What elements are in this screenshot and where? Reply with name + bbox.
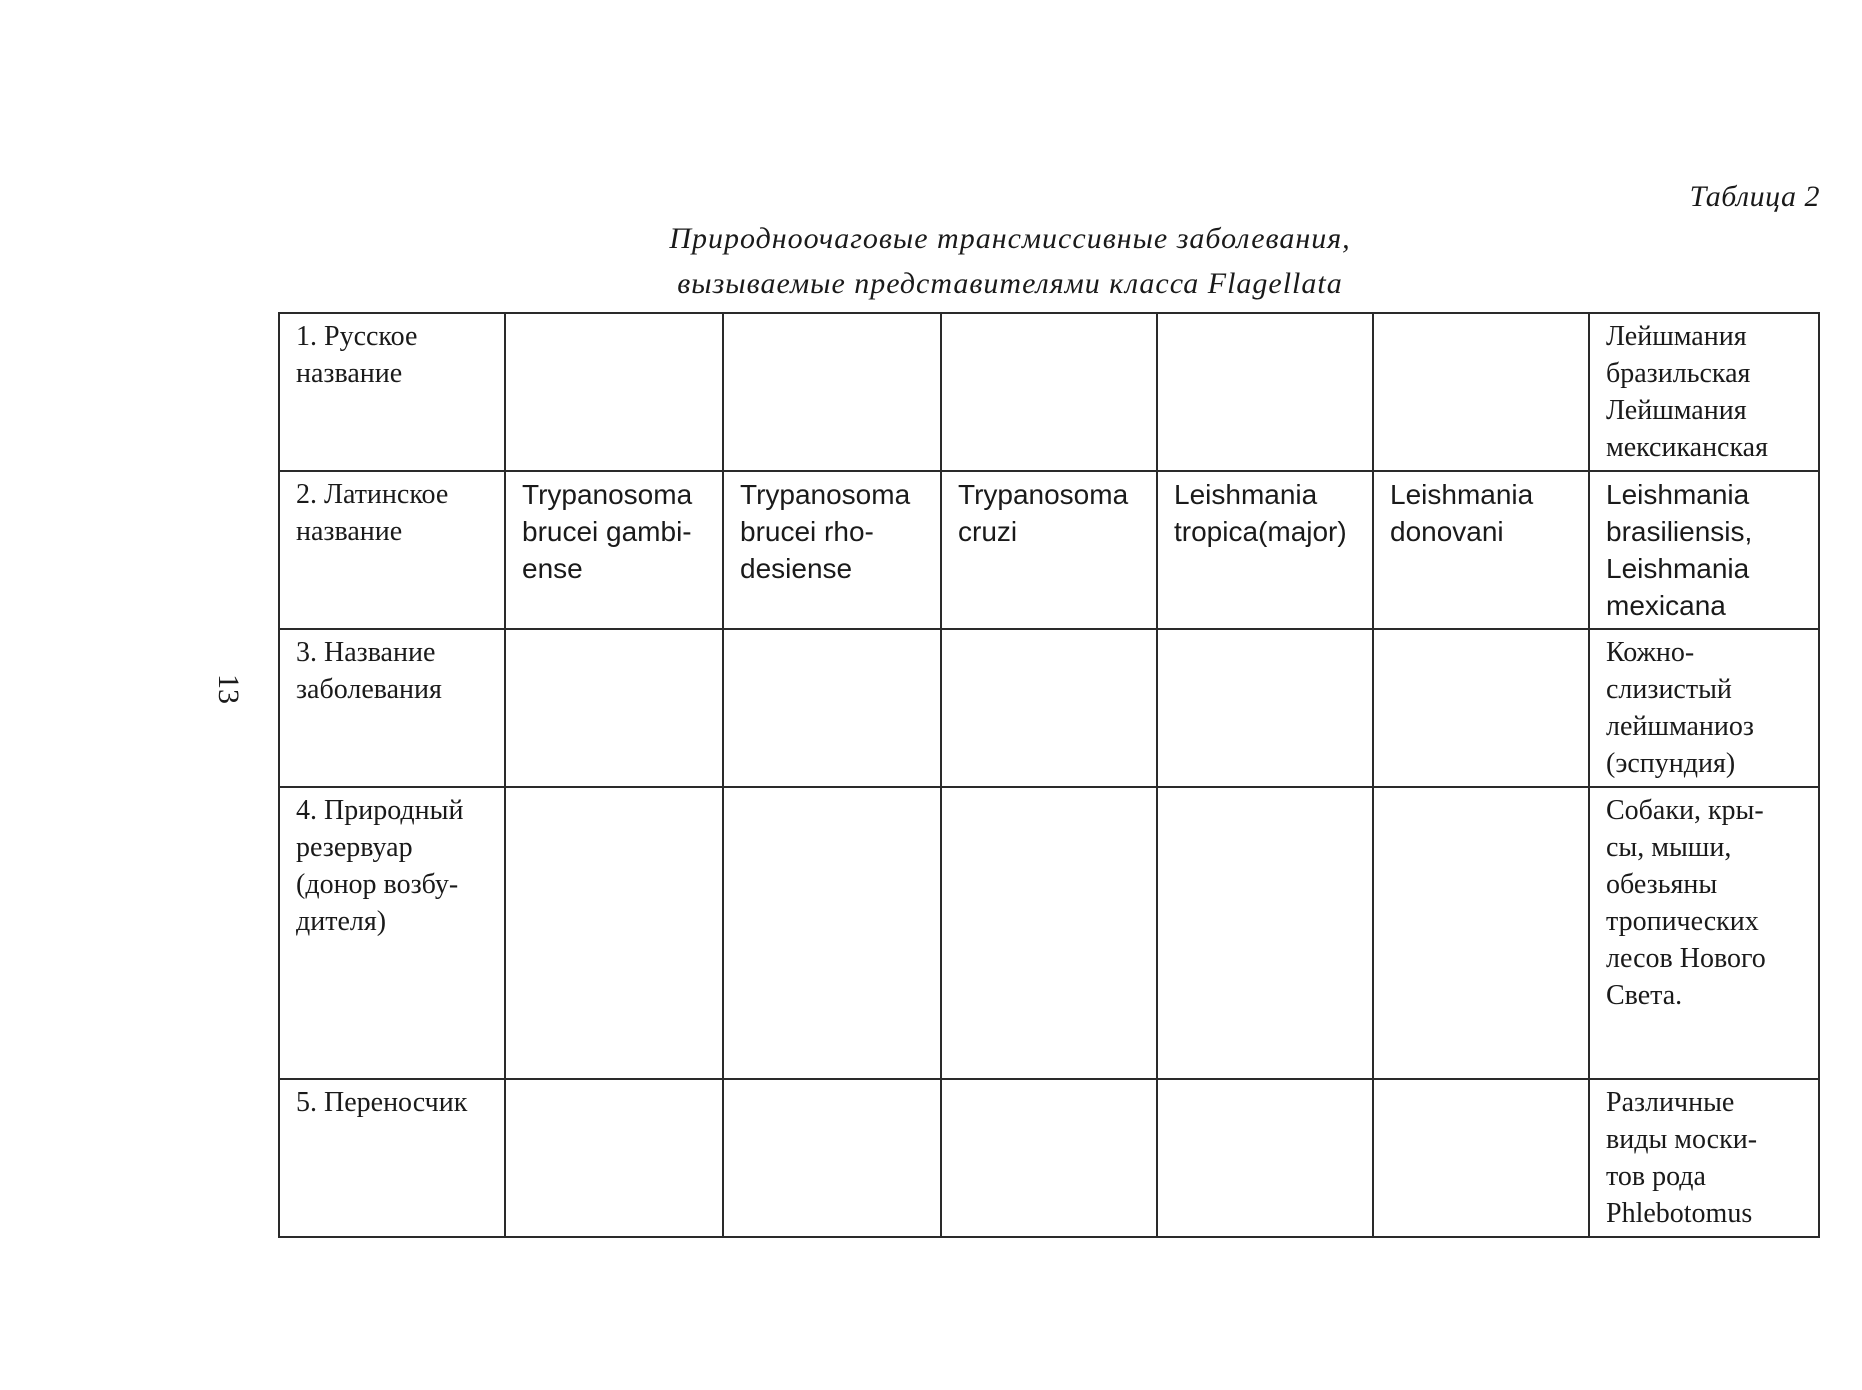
table-cell-vector-col-4 bbox=[1157, 1079, 1373, 1237]
table-cell-disease-name-col-1 bbox=[505, 629, 723, 787]
row-label-line: дителя) bbox=[296, 906, 387, 937]
page-number: 13 bbox=[212, 674, 245, 704]
table-row-russian-name bbox=[279, 313, 1819, 471]
cell-text-line: brucei gambi- bbox=[522, 516, 692, 547]
row-label-line: название bbox=[296, 358, 403, 389]
cell-text-line: Leishmania bbox=[1390, 479, 1534, 510]
table-cell-vector-col-3 bbox=[941, 1079, 1157, 1237]
row-label-vector bbox=[279, 1079, 505, 1237]
table-caption-line-2: вызываемые представителями класса Flagellata bbox=[677, 267, 1343, 300]
cell-text-line: Кожно- bbox=[1606, 637, 1695, 668]
flagellata-diseases-table bbox=[278, 312, 1820, 1238]
cell-text-line: Leishmania bbox=[1606, 553, 1750, 584]
row-label-line: 1. Русское bbox=[296, 321, 418, 352]
cell-text-line: Trypanosoma bbox=[958, 479, 1129, 510]
cell-text-line: Различные bbox=[1606, 1087, 1735, 1118]
table-cell-natural-reservoir-col-5 bbox=[1373, 787, 1589, 1079]
cell-text-line: Trypanosoma bbox=[740, 479, 911, 510]
table-cell-russian-name-col-1 bbox=[505, 313, 723, 471]
cell-text-line: Phlebotomus bbox=[1606, 1198, 1753, 1229]
cell-text-line: Лейшмания bbox=[1606, 395, 1747, 426]
cell-text-line: brucei rho- bbox=[740, 516, 874, 547]
table-cell-vector-col-5 bbox=[1373, 1079, 1589, 1237]
cell-text-line: Собаки, кры- bbox=[1606, 795, 1764, 826]
cell-text-line: тов рода bbox=[1606, 1161, 1706, 1192]
table-cell-vector-col-2 bbox=[723, 1079, 941, 1237]
cell-text-line: Leishmania bbox=[1174, 479, 1318, 510]
cell-text-line: (эспундия) bbox=[1606, 748, 1736, 779]
table-cell-vector-col-1 bbox=[505, 1079, 723, 1237]
cell-text-line: мексиканская bbox=[1606, 432, 1768, 463]
table-row-natural-reservoir bbox=[279, 787, 1819, 1079]
cell-text-line: donovani bbox=[1390, 516, 1504, 547]
table-cell-latin-name-col-4 bbox=[1157, 471, 1373, 629]
cell-text-line: виды моски- bbox=[1606, 1124, 1758, 1155]
row-label-line: 2. Латинское bbox=[296, 479, 449, 510]
cell-text-line: тропических bbox=[1606, 906, 1759, 937]
table-caption-line-1: Природноочаговые трансмиссивные заболевания, bbox=[669, 222, 1351, 255]
cell-text-line: ense bbox=[522, 553, 583, 584]
table-cell-latin-name-col-2 bbox=[723, 471, 941, 629]
table-cell-russian-name-col-3 bbox=[941, 313, 1157, 471]
row-label-russian-name bbox=[279, 313, 505, 471]
table-cell-disease-name-col-2 bbox=[723, 629, 941, 787]
table-cell-latin-name-col-3 bbox=[941, 471, 1157, 629]
row-label-natural-reservoir bbox=[279, 787, 505, 1079]
row-label-latin-name bbox=[279, 471, 505, 629]
cell-text-line: Trypanosoma bbox=[522, 479, 693, 510]
table-cell-natural-reservoir-col-3 bbox=[941, 787, 1157, 1079]
table-cell-russian-name-col-6 bbox=[1589, 313, 1819, 471]
table-label: Таблица 2 bbox=[1689, 180, 1820, 213]
table-cell-latin-name-col-5 bbox=[1373, 471, 1589, 629]
row-label-line: 4. Природный bbox=[296, 795, 464, 826]
cell-text-line: бразильская bbox=[1606, 358, 1751, 389]
table-cell-disease-name-col-5 bbox=[1373, 629, 1589, 787]
table-cell-latin-name-col-1 bbox=[505, 471, 723, 629]
table-cell-natural-reservoir-col-2 bbox=[723, 787, 941, 1079]
table-cell-disease-name-col-3 bbox=[941, 629, 1157, 787]
table-cell-disease-name-col-4 bbox=[1157, 629, 1373, 787]
table-cell-vector-col-6 bbox=[1589, 1079, 1819, 1237]
table-cell-natural-reservoir-col-4 bbox=[1157, 787, 1373, 1079]
cell-text-line: сы, мыши, bbox=[1606, 832, 1732, 863]
table-cell-russian-name-col-4 bbox=[1157, 313, 1373, 471]
table-cell-natural-reservoir-col-6 bbox=[1589, 787, 1819, 1079]
cell-text-line: обезьяны bbox=[1606, 869, 1718, 900]
cell-text-line: слизистый bbox=[1606, 674, 1732, 705]
row-label-line: название bbox=[296, 516, 403, 547]
table-cell-russian-name-col-2 bbox=[723, 313, 941, 471]
table-cell-russian-name-col-5 bbox=[1373, 313, 1589, 471]
cell-text-line: tropica(major) bbox=[1174, 516, 1347, 547]
cell-text-line: лейшманиоз bbox=[1606, 711, 1754, 742]
table-cell-natural-reservoir-col-1 bbox=[505, 787, 723, 1079]
table-cell-latin-name-col-6 bbox=[1589, 471, 1819, 629]
cell-text-line: brasiliensis, bbox=[1606, 516, 1753, 547]
cell-text-line: лесов Нового bbox=[1606, 943, 1766, 974]
cell-text-line: cruzi bbox=[958, 516, 1018, 547]
cell-text-line: Leishmania bbox=[1606, 479, 1750, 510]
cell-text-line: desiense bbox=[740, 553, 853, 584]
table-row-disease-name bbox=[279, 629, 1819, 787]
cell-text-line: Света. bbox=[1606, 980, 1683, 1011]
cell-text-line: Лейшмания bbox=[1606, 321, 1747, 352]
row-label-line: (донор возбу- bbox=[296, 869, 459, 900]
table-row-vector bbox=[279, 1079, 1819, 1237]
row-label-line: заболевания bbox=[296, 674, 442, 705]
row-label-line: 3. Название bbox=[296, 637, 436, 668]
row-label-disease-name bbox=[279, 629, 505, 787]
table-row-latin-name bbox=[279, 471, 1819, 629]
row-label-line: резервуар bbox=[296, 832, 413, 863]
row-label-line: 5. Переносчик bbox=[296, 1087, 468, 1118]
table-cell-disease-name-col-6 bbox=[1589, 629, 1819, 787]
cell-text-line: mexicana bbox=[1606, 590, 1726, 621]
